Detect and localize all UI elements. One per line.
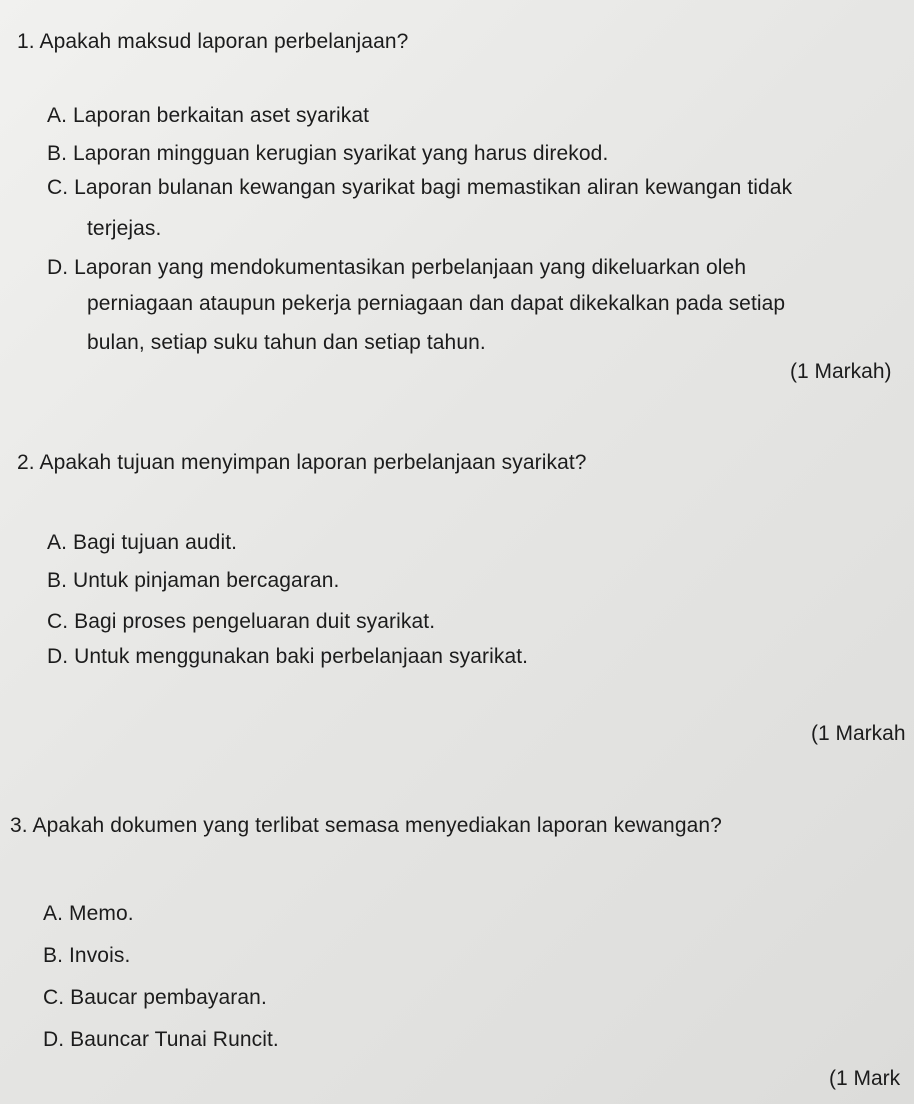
question-3-option-d bbox=[43, 1027, 279, 1053]
question-3-option-c bbox=[43, 985, 267, 1011]
question-2-option-c bbox=[47, 609, 435, 635]
question-1-text: Apakah maksud laporan perbelanjaan? bbox=[39, 30, 409, 53]
question-1-stem bbox=[17, 29, 408, 55]
question-2-option-a bbox=[47, 530, 237, 556]
question-3-option-b bbox=[43, 943, 130, 969]
option-letter: B. bbox=[43, 944, 64, 967]
option-text: perniagaan ataupun pekerja perniagaan dan dapat dikekalkan pada setiap bbox=[87, 292, 786, 315]
option-text: terjejas. bbox=[87, 217, 162, 240]
question-2-marks: (1 Markah bbox=[811, 722, 906, 745]
question-1-option-b bbox=[47, 141, 608, 167]
question-1-option-d-continued bbox=[87, 330, 486, 356]
option-letter: B. bbox=[47, 142, 68, 165]
question-1-option-d bbox=[47, 255, 746, 281]
question-2-number: 2. bbox=[17, 451, 35, 474]
option-letter: A. bbox=[47, 104, 68, 127]
option-text: bulan, setiap suku tahun dan setiap tahun. bbox=[87, 331, 486, 354]
option-text: Laporan mingguan kerugian syarikat yang harus direkod. bbox=[72, 142, 609, 165]
question-3-number: 3. bbox=[10, 814, 28, 837]
question-3-text: Apakah dokumen yang terlibat semasa menyediakan laporan kewangan? bbox=[32, 814, 722, 837]
question-1-option-c-continued bbox=[87, 216, 161, 242]
option-letter: C. bbox=[43, 986, 65, 1009]
option-text: Laporan bulanan kewangan syarikat bagi memastikan aliran kewangan tidak bbox=[74, 176, 793, 199]
option-letter: D. bbox=[47, 645, 69, 668]
option-text: Invois. bbox=[68, 944, 131, 967]
question-1-option-d-continued bbox=[87, 291, 785, 317]
option-text: Untuk menggunakan baki perbelanjaan syarikat. bbox=[74, 645, 529, 668]
question-2-stem bbox=[17, 450, 587, 476]
question-2-option-d bbox=[47, 644, 528, 670]
option-letter: C. bbox=[47, 610, 69, 633]
question-2-text: Apakah tujuan menyimpan laporan perbelanjaan syarikat? bbox=[39, 451, 587, 474]
option-text: Memo. bbox=[68, 902, 134, 925]
option-text: Baucar pembayaran. bbox=[70, 986, 267, 1009]
question-1-number: 1. bbox=[17, 30, 35, 53]
option-text: Bauncar Tunai Runcit. bbox=[70, 1028, 279, 1051]
option-letter: A. bbox=[43, 902, 64, 925]
question-1-marks: (1 Markah) bbox=[790, 360, 892, 383]
option-letter: C. bbox=[47, 176, 69, 199]
option-text: Bagi proses pengeluaran duit syarikat. bbox=[74, 610, 436, 633]
option-letter: A. bbox=[47, 531, 68, 554]
option-text: Laporan berkaitan aset syarikat bbox=[72, 104, 370, 127]
question-3-marks: (1 Mark bbox=[829, 1067, 901, 1090]
option-letter: D. bbox=[43, 1028, 65, 1051]
question-3-stem bbox=[10, 813, 722, 839]
option-text: Bagi tujuan audit. bbox=[72, 531, 238, 554]
question-2-option-b bbox=[47, 568, 339, 594]
option-text: Laporan yang mendokumentasikan perbelanjaan yang dikeluarkan oleh bbox=[74, 256, 747, 279]
option-letter: B. bbox=[47, 569, 68, 592]
question-3-option-a bbox=[43, 901, 134, 927]
question-1-option-a bbox=[47, 103, 369, 129]
option-letter: D. bbox=[47, 256, 69, 279]
question-1-option-c bbox=[47, 175, 792, 201]
option-text: Untuk pinjaman bercagaran. bbox=[72, 569, 340, 592]
